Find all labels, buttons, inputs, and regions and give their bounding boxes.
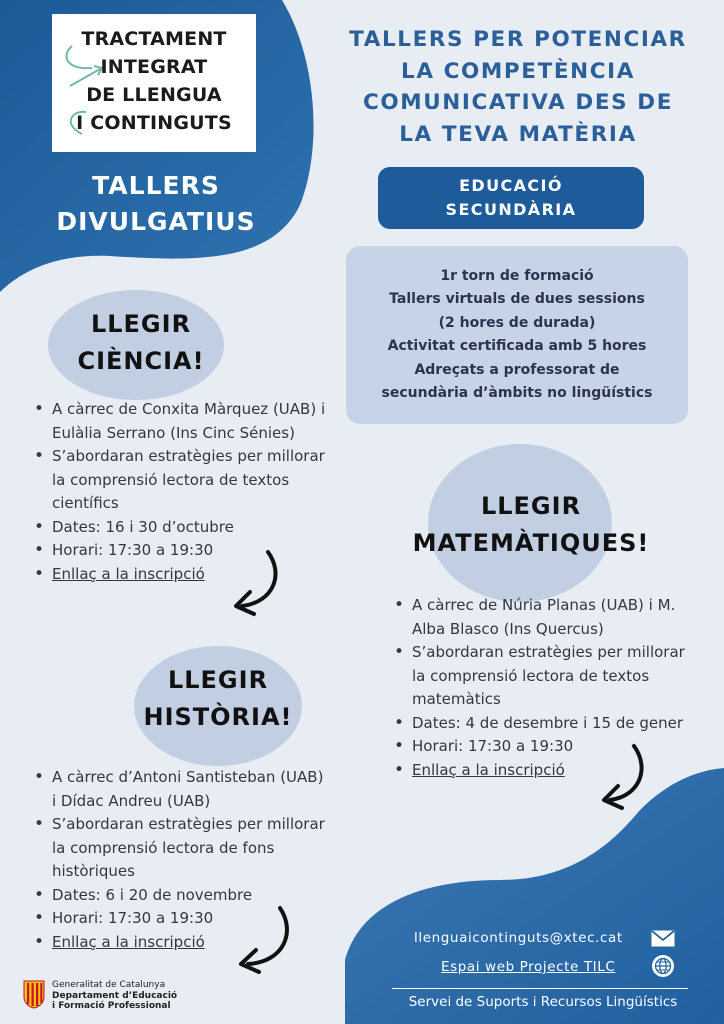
contact-divider: [392, 988, 688, 989]
globe-icon: [651, 954, 675, 978]
logo-line-4: I CONTINGUTS: [76, 112, 232, 134]
list-item: • Horari: 17:30 a 19:30: [32, 907, 332, 931]
list-item: • S’abordaran estratègies per millorar la comprensió lectora de textos científics: [32, 445, 332, 516]
generalitat-emblem-icon: [22, 979, 46, 1009]
curved-arrow-icon: [232, 904, 298, 976]
list-item: • Dates: 16 i 30 d’octubre: [32, 516, 332, 540]
info-line-6: secundària d’àmbits no lingüístics: [381, 385, 653, 401]
historia-title: [130, 662, 306, 736]
main-title-line-2: LA COMPETÈNCIA: [401, 58, 635, 84]
list-item: • A càrrec d’Antoni Santisteban (UAB) i Dídac Andreu (UAB): [32, 766, 332, 813]
ciencia-list: [32, 398, 332, 586]
list-item: • A càrrec de Conxita Màrquez (UAB) i Eulàlia Serrano (Ins Cinc Sénies): [32, 398, 332, 445]
contact-email[interactable]: llenguaicontinguts@xtec.cat: [414, 930, 623, 946]
list-item: • S’abordaran estratègies per millorar la comprensió lectora de fons històriques: [32, 813, 332, 884]
generalitat-text: [52, 980, 177, 1012]
logo-line-3: DE LLENGUA: [86, 84, 222, 106]
logo-line-2: INTEGRAT: [100, 56, 208, 78]
matematiques-title: [396, 488, 666, 562]
matematiques-title-line-2: MATEMÀTIQUES!: [412, 529, 650, 557]
ciencia-title-line-1: LLEGIR: [90, 310, 192, 338]
historia-title-line-2: HISTÒRIA!: [143, 703, 293, 731]
ciencia-title: [48, 306, 234, 380]
list-item: • Dates: 6 i 20 de novembre: [32, 884, 332, 908]
tallers-divulgatius-heading: [30, 168, 282, 240]
ciencia-title-line-2: CIÈNCIA!: [77, 347, 205, 375]
info-line-5: Adreçats a professorat de: [414, 361, 620, 378]
list-item: [392, 759, 702, 783]
list-item: • A càrrec de Núria Planas (UAB) i M. Alba Blasco (Ins Quercus): [392, 594, 702, 641]
info-line-1: 1r torn de formació: [440, 267, 594, 284]
educacio-secundaria-badge: [378, 167, 644, 229]
curved-arrow-icon: [596, 742, 652, 812]
info-line-3: (2 hores de durada): [438, 314, 596, 331]
historia-title-line-1: LLEGIR: [167, 666, 269, 694]
project-website-link[interactable]: Espai web Projecte TILC: [441, 959, 616, 975]
main-title-line-1: TALLERS PER POTENCIAR: [349, 27, 687, 52]
generalitat-line-3: i Formació Professional: [52, 1001, 171, 1011]
list-item: • Horari: 17:30 a 19:30: [392, 735, 702, 759]
matematiques-title-line-1: LLEGIR: [480, 492, 582, 520]
main-title-line-3: COMUNICATIVA DES DE: [362, 90, 674, 115]
ciencia-registration-link[interactable]: Enllaç a la inscripció: [52, 564, 205, 583]
list-item: [32, 563, 332, 587]
envelope-icon: [651, 930, 675, 947]
list-item: • Dates: 4 de desembre i 15 de gener: [392, 712, 702, 736]
matematiques-list: [392, 594, 702, 782]
tallers-divulgatius-line-1: TALLERS: [92, 171, 220, 200]
tallers-divulgatius-line-2: DIVULGATIUS: [56, 207, 256, 236]
matematiques-registration-link[interactable]: Enllaç a la inscripció: [412, 760, 565, 779]
badge-line-2: SECUNDÀRIA: [445, 200, 577, 219]
historia-registration-link[interactable]: Enllaç a la inscripció: [52, 932, 205, 951]
info-line-2: Tallers virtuals de dues sessions: [389, 291, 645, 307]
footer-service-name: Servei de Suports i Recursos Lingüístics: [408, 994, 678, 1010]
list-item: • S’abordaran estratègies per millorar la comprensió lectora de textos matemàtics: [392, 641, 702, 712]
info-line-4: Activitat certificada amb 5 hores: [387, 338, 647, 354]
logo-line-1: TRACTAMENT: [81, 28, 227, 50]
badge-line-1: EDUCACIÓ: [459, 176, 563, 195]
tilc-logo: [52, 14, 256, 152]
list-item: • Horari: 17:30 a 19:30: [32, 539, 332, 563]
curved-arrow-icon: [228, 548, 286, 618]
main-title-line-4: LA TEVA MATÈRIA: [399, 121, 637, 147]
generalitat-line-1: Generalitat de Catalunya: [52, 980, 166, 990]
training-info-box: [346, 246, 688, 424]
main-title: [318, 24, 718, 150]
generalitat-line-2: Departament d’Educació: [52, 990, 178, 1001]
